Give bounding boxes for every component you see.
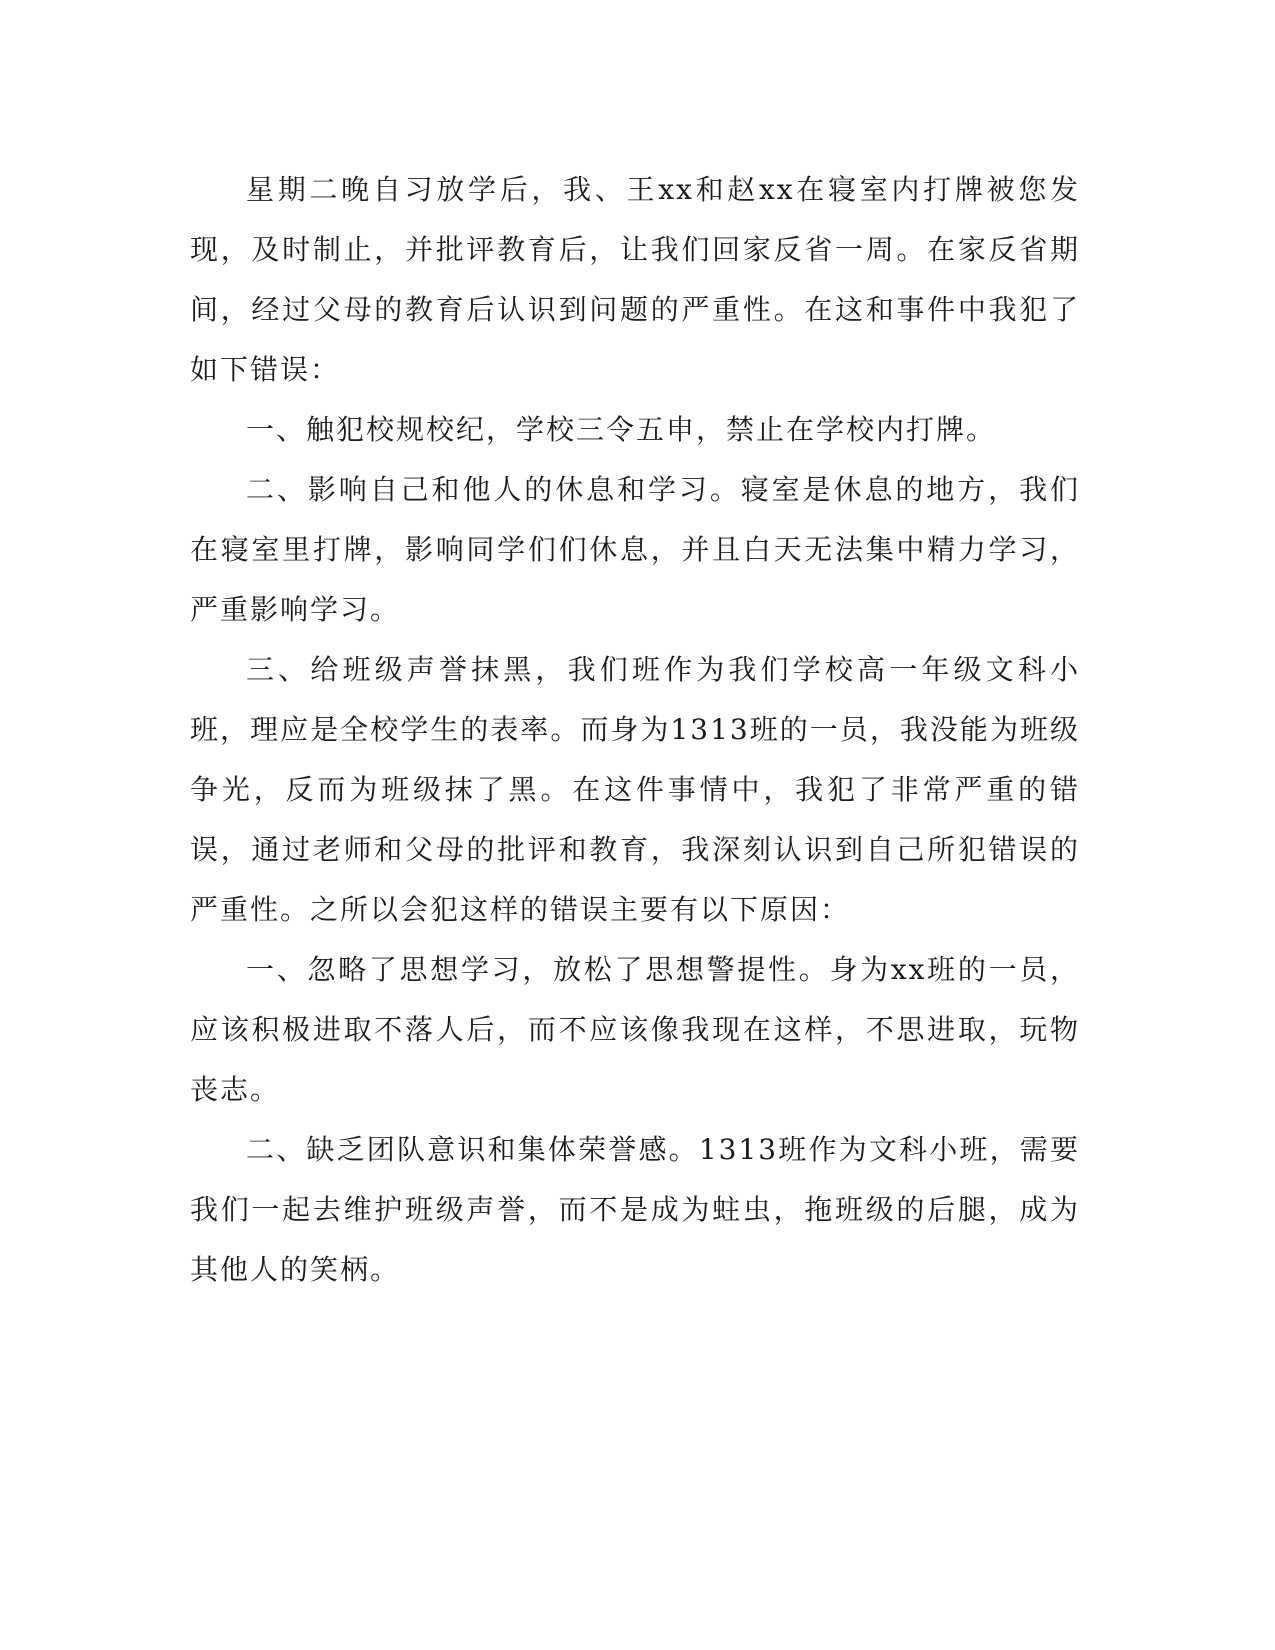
paragraph-reason-1: 一、忽略了思想学习，放松了思想警提性。身为xx班的一员，应该积极进取不落人后，而不应该像我现在这样，不思进取，玩物丧志。 [190, 953, 1080, 1106]
paragraph-reason-2: 二、缺乏团队意识和集体荣誉感。1313班作为文科小班，需要我们一起去维护班级声誉，而不是成为蛀虫，拖班级的后腿，成为其他人的笑柄。 [190, 1133, 1080, 1286]
paragraph-mistake-2: 二、影响自己和他人的休息和学习。寝室是休息的地方，我们在寝室里打牌，影响同学们们休息，并且白天无法集中精力学习，严重影响学习。 [190, 473, 1080, 626]
document-body [190, 160, 1080, 1300]
paragraph-mistake-1: 一、触犯校规校纪，学校三令五申，禁止在学校内打牌。 [246, 413, 997, 446]
paragraph-incident: 星期二晚自习放学后，我、王xx和赵xx在寝室内打牌被您发现，及时制止，并批评教育后，让我们回家反省一周。在家反省期间，经过父母的教育后认识到问题的严重性。在这和事件中我犯了如下错误： [190, 173, 1080, 386]
paragraph-mistake-3: 三、给班级声誉抹黑，我们班作为我们学校高一年级文科小班，理应是全校学生的表率。而身为1313班的一员，我没能为班级争光，反而为班级抹了黑。在这件事情中，我犯了非常严重的错误，通过老师和父母的批评和教育，我深刻认识到自己所犯错误的严重性。之所以会犯这样的错误主要有以下原因： [190, 653, 1080, 926]
